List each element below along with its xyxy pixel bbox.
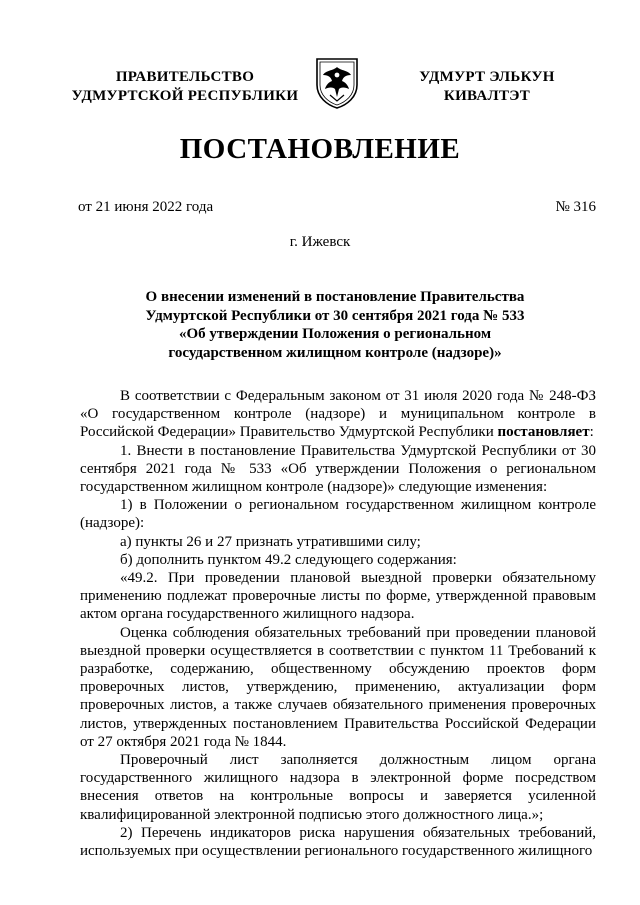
issuer-name-udmurt [394, 68, 580, 106]
issuer-name-russian [60, 68, 310, 106]
document-city: г. Ижевск [289, 234, 351, 250]
preamble-colon: : [589, 424, 594, 441]
subject-line: государственном жилищном контроле (надзоре)» [168, 344, 502, 361]
document-subject [100, 288, 570, 362]
preamble-text: В соответствии с Федеральным законом от 31 июля 2020 года № 248-ФЗ «О государственном контроле (надзоре) и муниципальном контроле в Российской Федерации» Правительство Удмуртской Республики [80, 388, 596, 441]
issuer-line-2: УДМУРТСКОЙ РЕСПУБЛИКИ [71, 88, 299, 104]
udmurt-coat-of-arms-icon [313, 55, 361, 109]
subject-line: Удмуртской Республики от 30 сентября 2021 года № 533 [145, 307, 525, 324]
document-body [80, 387, 596, 860]
paragraph-subitem-a: а) пункты 26 и 27 признать утратившими силу; [120, 533, 421, 550]
paragraph-subitem-b: б) дополнить пунктом 49.2 следующего содержания: [120, 551, 457, 568]
paragraph-preamble [80, 387, 596, 442]
issuer-udmurt-line-2: КИВАЛТЭТ [443, 88, 531, 104]
paragraph-item-1: 1. Внести в постановление Правительства Удмуртской Республики от 30 сентября 2021 года № 533 «Об утверждении Положения о региональном государственном жилищном контроле (надзоре)» следующие изменения: [80, 442, 596, 496]
issuer-udmurt-line-1: УДМУРТ ЭЛЬКУН [419, 69, 555, 85]
document-number: № 316 [555, 199, 596, 215]
subject-line: «Об утверждении Положения о региональном [178, 326, 492, 342]
paragraph-item-2: 2) Перечень индикаторов риска нарушения обязательных требований, используемых при осуществлении регионального государственного жилищного [80, 824, 596, 860]
paragraph-assessment: Оценка соблюдения обязательных требований при проведении плановой выездной проверки осуществляется в соответствии с пунктом 11 Требований к разработке, содержанию, общественному обсуждению проектов форм проверочных листов, утверждению, применению, актуализации форм проверочных листов, а также случаев обязательного применения проверочных листов, утвержденных постановлением Правительства Российской Федерации от 27 октября 2021 года № 1844. [80, 624, 596, 750]
document-title: ПОСТАНОВЛЕНИЕ [179, 133, 461, 165]
paragraph-clause-49-2: «49.2. При проведении плановой выездной проверки обязательному применению подлежат проверочные листы по форме, утвержденной правовым актом органа государственного жилищного надзора. [80, 570, 596, 623]
preamble-keyword: постановляет [497, 424, 590, 441]
paragraph-checklist: Проверочный лист заполняется должностным лицом органа государственного жилищного надзора в электронной форме посредством внесения ответов на контрольные вопросы и заверяется усиленной квалифицированной электронной подписью этого должностного лица.»; [80, 752, 596, 823]
subject-line: О внесении изменений в постановление Правительства [145, 289, 525, 305]
paragraph-subitem-1: 1) в Положении о региональном государственном жилищном контроле (надзоре): [80, 497, 596, 532]
document-date: от 21 июня 2022 года [78, 199, 214, 215]
issuer-line-1: ПРАВИТЕЛЬСТВО [115, 69, 255, 85]
